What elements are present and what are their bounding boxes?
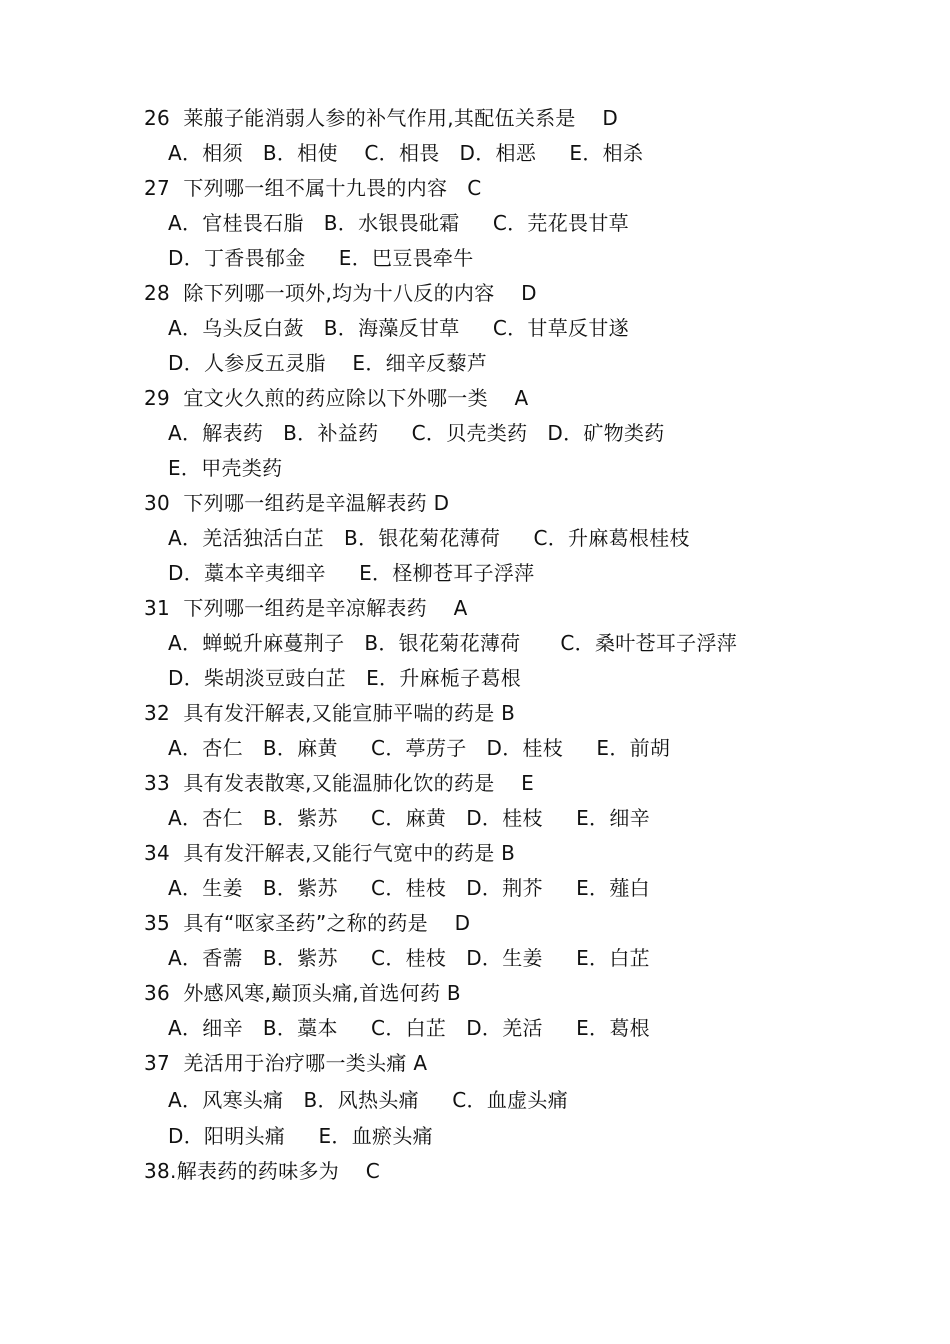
options-31-d-e: D．柴胡淡豆豉白芷 E．升麻栀子葛根	[168, 666, 522, 690]
question-31: 31 下列哪一组药是辛凉解表药 A	[144, 596, 468, 620]
options-30-a-c: A．羌活独活白芷 B．银花菊花薄荷 C．升麻葛根桂枝	[168, 526, 690, 550]
question-36: 36 外感风寒,巅顶头痛,首选何药 B	[144, 981, 461, 1005]
options-37-a-c: A．风寒头痛 B．风热头痛 C．血虚头痛	[168, 1088, 569, 1112]
question-33: 33 具有发表散寒,又能温肺化饮的药是 E	[144, 771, 535, 795]
question-29: 29 宜文火久煎的药应除以下外哪一类 A	[144, 386, 529, 410]
options-31-a-c: A．蝉蜕升麻蔓荆子 B．银花菊花薄荷 C．桑叶苍耳子浮萍	[168, 631, 738, 655]
options-28-d-e: D．人参反五灵脂 E．细辛反藜芦	[168, 351, 488, 375]
question-27: 27 下列哪一组不属十九畏的内容 C	[144, 176, 482, 200]
question-26: 26 莱菔子能消弱人参的补气作用,其配伍关系是 D	[144, 106, 619, 130]
options-36: A．细辛 B．藁本 C．白芷 D．羌活 E．葛根	[168, 1016, 650, 1040]
question-list	[144, 101, 924, 1189]
question-32: 32 具有发汗解表,又能宣肺平喘的药是 B	[144, 701, 516, 725]
options-27-d-e: D．丁香畏郁金 E．巴豆畏牵牛	[168, 246, 474, 270]
options-35: A．香薷 B．紫苏 C．桂枝 D．生姜 E．白芷	[168, 946, 650, 970]
question-30: 30 下列哪一组药是辛温解表药 D	[144, 491, 450, 515]
options-27-a-c: A．官桂畏石脂 B．水银畏砒霜 C．芫花畏甘草	[168, 211, 629, 235]
options-30-d-e: D．藁本辛夷细辛 E．柽柳苍耳子浮萍	[168, 561, 535, 585]
question-34: 34 具有发汗解表,又能行气宽中的药是 B	[144, 841, 516, 865]
options-37-d-e: D．阳明头痛 E．血瘀头痛	[168, 1124, 433, 1148]
options-29-a-d: A．解表药 B．补益药 C．贝壳类药 D．矿物类药	[168, 421, 665, 445]
question-28: 28 除下列哪一项外,均为十八反的内容 D	[144, 281, 537, 305]
options-32: A．杏仁 B．麻黄 C．葶苈子 D．桂枝 E．前胡	[168, 736, 671, 760]
question-35: 35 具有“呕家圣药”之称的药是 D	[144, 911, 471, 935]
question-38: 38.解表药的药味多为 C	[144, 1159, 381, 1183]
options-28-a-c: A．乌头反白蔹 B．海藻反甘草 C．甘草反甘遂	[168, 316, 629, 340]
options-33: A．杏仁 B．紫苏 C．麻黄 D．桂枝 E．细辛	[168, 806, 650, 830]
options-34: A．生姜 B．紫苏 C．桂枝 D．荆芥 E．薤白	[168, 876, 650, 900]
question-37: 37 羌活用于治疗哪一类头痛 A	[144, 1051, 428, 1075]
options-29-e: E．甲壳类药	[168, 456, 283, 480]
options-26: A．相须 B．相使 C．相畏 D．相恶 E．相杀	[168, 141, 644, 165]
